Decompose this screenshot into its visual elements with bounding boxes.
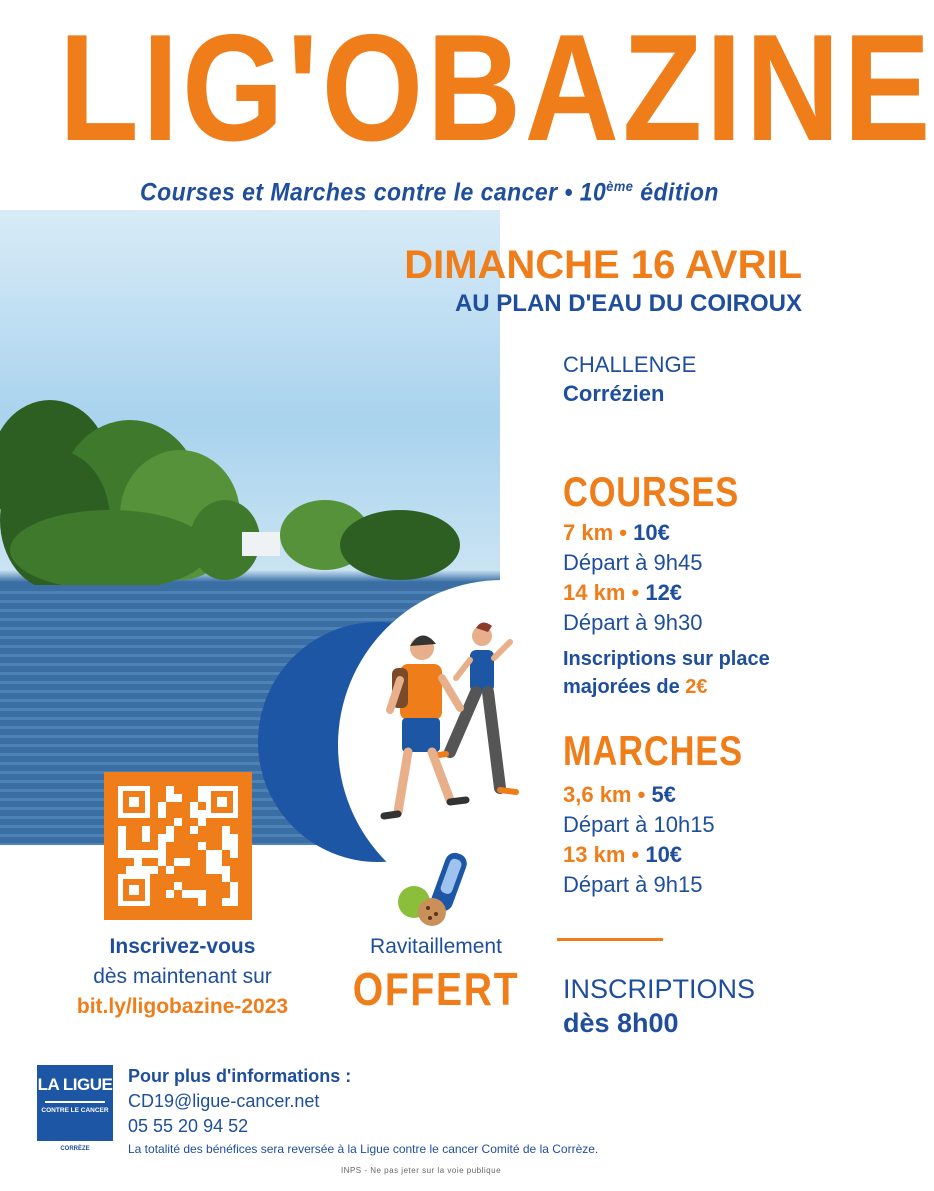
challenge-line1: CHALLENGE [563,352,697,377]
race-distance: 7 km [563,520,614,545]
race-price: 12€ [645,580,683,605]
poster-subtitle [140,178,756,207]
runners-illustration [372,618,532,828]
race-departure: Départ à 9h45 [563,550,703,575]
poster-title: LIG'OBAZINE [58,3,934,173]
subtitle-end: édition [633,178,719,207]
info-email[interactable]: CD19@ligue-cancer.net [128,1091,320,1111]
note-line2: majorées de [563,676,686,698]
inscriptions-line1: INSCRIPTIONS [563,974,756,1004]
register-line1: Inscrivez-vous [109,935,256,958]
courses-heading: COURSES [563,468,740,515]
challenge-line2: Corrézien [563,381,665,406]
logo-sub: CORRÈZE [60,1146,90,1152]
marches-heading: MARCHES [563,727,743,774]
challenge-block [563,350,696,408]
register-line2: dès maintenant sur [93,965,272,988]
disclaimer: La totalité des bénéfices sera reversée à la Ligue contre le cancer Comité de la Corrèze. [128,1142,599,1156]
food-illustration [396,848,476,930]
race-price: 10€ [633,520,670,545]
la-ligue-logo [37,1065,113,1141]
courses-note [563,645,770,701]
race-distance: 14 km [563,580,626,605]
info-phone[interactable]: 05 55 20 94 52 [128,1116,249,1136]
offert-label: OFFERT [352,963,520,1015]
ravitaillement-label: Ravitaillement [370,935,502,958]
course-7km [563,518,702,638]
info-heading: Pour plus d'informations : [128,1066,352,1086]
race-distance: 3,6 km [563,782,632,807]
legal-notice: INPS - Ne pas jeter sur la voie publique [340,1166,502,1175]
logo-line1: LA LIGUE [37,1075,113,1094]
note-amount: 2€ [685,676,708,698]
inscriptions-block [563,972,755,1040]
event-place: AU PLAN D'EAU DU COIROUX [454,290,802,317]
logo-line2: CONTRE LE CANCER [41,1107,109,1114]
race-price: 5€ [651,782,676,807]
race-sep: • [625,842,646,867]
race-departure: Départ à 9h30 [563,610,703,635]
race-distance: 13 km [563,842,626,867]
divider-line [557,938,663,941]
note-line1: Inscriptions sur place [563,648,770,670]
info-block [128,1064,351,1139]
race-sep: • [625,580,646,605]
race-departure: Départ à 9h15 [563,872,703,897]
race-price: 10€ [645,842,683,867]
register-block [30,932,335,1022]
marches-list [563,780,715,900]
race-departure: Départ à 10h15 [563,812,715,837]
subtitle-sup: ème [606,178,634,194]
event-date: DIMANCHE 16 AVRIL [404,243,802,287]
qr-code[interactable] [104,772,252,920]
subtitle-text: Courses et Marches contre le cancer • 10 [140,178,607,207]
inscriptions-line2: dès 8h00 [563,1008,679,1038]
race-sep: • [631,782,652,807]
race-sep: • [613,520,634,545]
register-link[interactable]: bit.ly/ligobazine-2023 [76,995,289,1018]
